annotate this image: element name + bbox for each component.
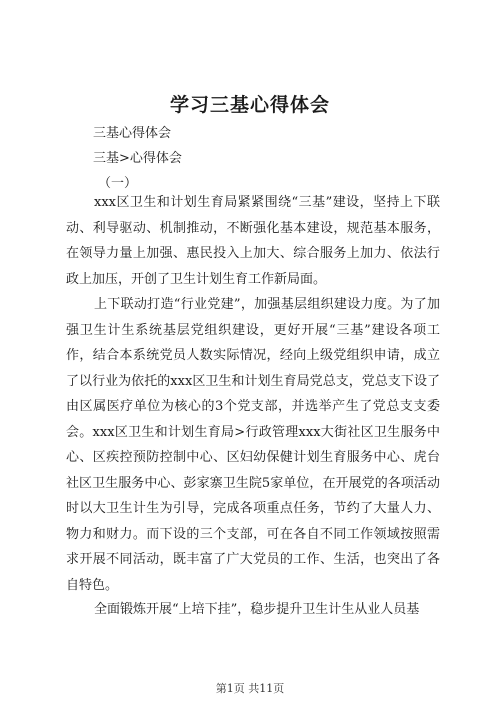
section-marker: （一） (98, 176, 138, 191)
subtitle-line-1: 三基心得体会 (93, 126, 172, 141)
subtitle-line-2: 三基>心得体会 (93, 151, 182, 166)
paragraph-2: 上下联动打造“行业党建”，加强基层组织建设力度。为了加强卫生计生系统基层党组织建设，更好开展“三基”建设各项工作，结合本系统党员人数实际情况，经向上级党组织申请，成立了以行业为依托的xxx区卫生和计划生育局党总支，党总支下设了由区属医疗单位为核心的3个党支部，并选举产生了党总支支委会。xxx区卫生和计划生育局>行政管理xxx大街社区卫生服务中心、区疾控预防控制中心、区妇幼保健计划生育服务中心、虎台社区卫生服务中心、彭家寨卫生院5家单位，在开展党的各项活动时以大卫生计生为引导，完成各项重点任务，节约了大量人力、物力和财力。而下设的三个支部，可在各自不同工作领域按照需求开展不同活动，既丰富了广大党员的工作、生活，也突出了各自特色。 (66, 297, 440, 593)
document-title: 学习三基心得体会 (169, 94, 330, 116)
paragraph-3: 全面锻炼开展“上培下挂”，稳步提升卫生计生从业人员基 (94, 602, 420, 617)
page-footer: 第1页 共11页 (215, 682, 285, 695)
paragraph-1: xxx区卫生和计划生育局紧紧围绕“三基”建设，坚持上下联动、利导驱动、机制推动，不断强化基本建设，规范基本服务，在领导力量上加强、惠民投入上加大、综合服务上加力、依法行政上加压，开创了卫生计划生育工作新局面。 (66, 195, 440, 287)
